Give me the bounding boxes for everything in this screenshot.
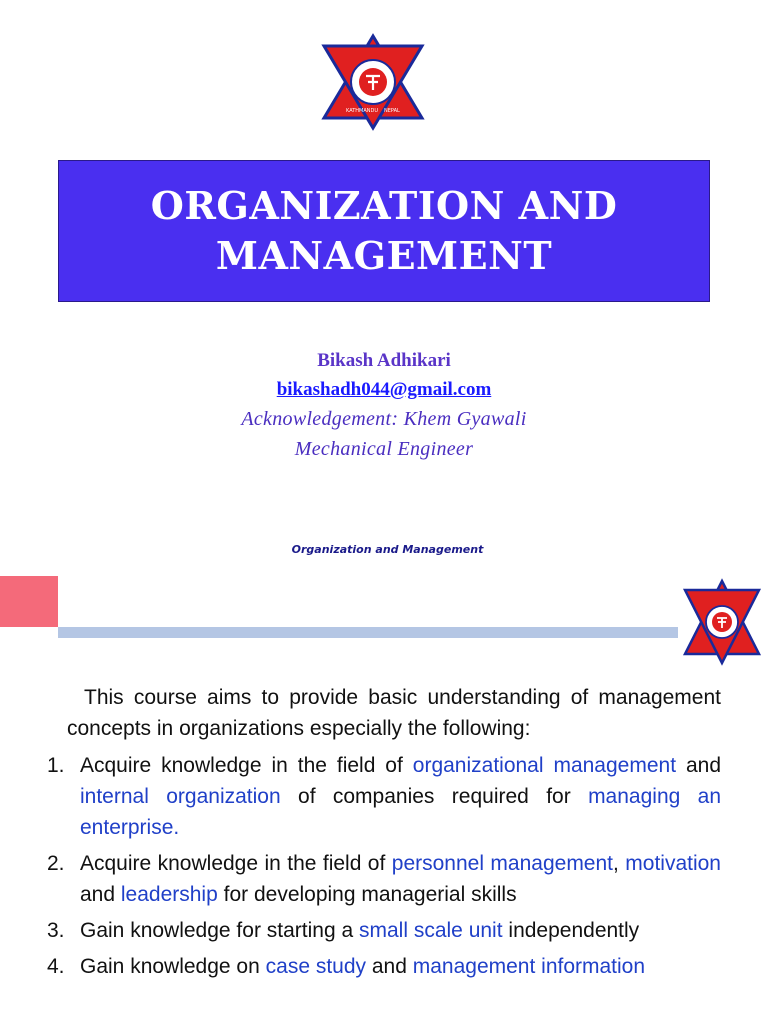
- text: and: [676, 754, 721, 777]
- text: Acquire knowledge in the field of: [80, 754, 413, 777]
- list-number: 1.: [47, 754, 65, 777]
- university-emblem-small-icon: [682, 578, 762, 666]
- text: Gain knowledge for starting a: [80, 919, 359, 942]
- author-email-link[interactable]: bikashadh044@gmail.com: [276, 379, 492, 400]
- university-emblem-icon: [318, 32, 428, 132]
- text: Acquire knowledge in the field of: [80, 852, 392, 875]
- accent-block: [0, 576, 58, 627]
- highlight: motivation: [625, 852, 721, 875]
- list-number: 4.: [47, 955, 65, 978]
- title-line-1: ORGANIZATION AND: [150, 183, 618, 228]
- highlight: managing an enterprise.: [80, 785, 722, 839]
- text: independently: [502, 919, 640, 942]
- highlight: management information: [412, 955, 646, 978]
- acknowledgement-text: Acknowledgement: Khem Gyawali: [241, 408, 527, 430]
- intro-paragraph: This course aims to provide basic understanding of management concepts in organizations especially the following:: [67, 686, 721, 740]
- highlight: personnel management: [391, 852, 614, 875]
- list-item: [47, 915, 721, 946]
- title-line-2: MANAGEMENT: [215, 233, 553, 278]
- text: and: [80, 883, 121, 906]
- slide-footer: Organization and Management: [291, 543, 484, 556]
- list-item: [47, 951, 721, 982]
- text: ,: [613, 852, 626, 875]
- highlight: internal organization: [80, 785, 281, 808]
- role-text: Mechanical Engineer: [294, 438, 474, 460]
- list-number: 3.: [47, 919, 65, 942]
- header-bar: [58, 627, 678, 638]
- svg-text:NEPAL: NEPAL: [384, 108, 400, 114]
- list-item: [47, 750, 722, 843]
- course-aims: [47, 682, 722, 987]
- svg-text:KATHMANDU: KATHMANDU: [346, 108, 379, 114]
- list-number: 2.: [47, 852, 65, 875]
- highlight: organizational management: [412, 754, 677, 777]
- highlight: case study: [265, 955, 367, 978]
- list-item: [47, 848, 721, 910]
- content-slide: [0, 568, 768, 1024]
- highlight: small scale unit: [359, 919, 503, 942]
- text: for developing managerial skills: [217, 883, 517, 906]
- title-banner: [58, 160, 710, 302]
- text: Gain knowledge on: [80, 955, 266, 978]
- text: and: [366, 955, 413, 978]
- text: of companies required for: [280, 785, 589, 808]
- highlight: leadership: [120, 883, 218, 906]
- author-name: Bikash Adhikari: [317, 350, 451, 371]
